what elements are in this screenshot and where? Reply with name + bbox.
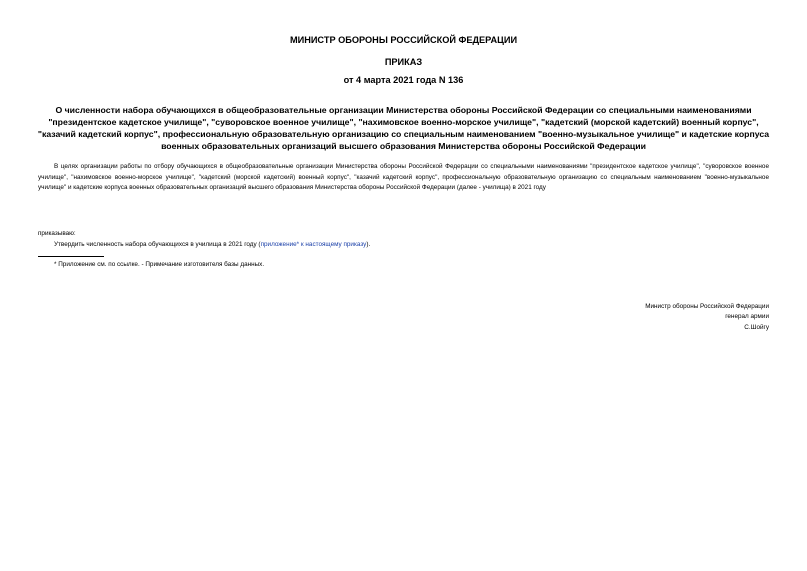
document-type: ПРИКАЗ bbox=[384, 57, 423, 67]
order-text-before: Утвердить численность набора обучающихся в училища в 2021 году ( bbox=[54, 241, 261, 248]
order-paragraph bbox=[38, 240, 769, 251]
signatory-name: С.Шойгу bbox=[744, 323, 769, 331]
document-date-number: от 4 марта 2021 года N 136 bbox=[343, 75, 464, 85]
order-word: приказываю: bbox=[38, 230, 76, 237]
signatory-rank: генерал армии bbox=[725, 313, 769, 321]
appendix-link[interactable]: приложение* к настоящему приказу bbox=[260, 241, 367, 248]
ministry-heading: МИНИСТР ОБОРОНЫ РОССИЙСКОЙ ФЕДЕРАЦИИ bbox=[289, 35, 518, 45]
footnote-divider bbox=[38, 256, 104, 257]
signature-block bbox=[645, 302, 769, 333]
document-subject: О численности набора обучающихся в общеобразовательные организации Министерства обороны Российской Федерации со специальными наименованиями "президентское кадетское училище", "суворовское военное училище", "нахимовское военно-морское училище", "кадетский (морской кадетский) военный корпус", "казачий кадетский корпус", профессиональную образовательную организацию со специальным наименованием "военно-музыкальное училище" и кадетские корпуса военных образовательных организаций высшего образования Министерства обороны Российской Федерации bbox=[37, 105, 770, 151]
signatory-position: Министр обороны Российской Федерации bbox=[645, 303, 769, 310]
footnote: * Приложение см. по ссылке. - Примечание изготовителя базы данных. bbox=[54, 261, 265, 268]
order-text-after: ). bbox=[366, 241, 371, 248]
intro-paragraph: В целях организации работы по отбору обучающихся в общеобразовательные организации Министерства обороны Российской Федерации со специальными наименованиями "президентское кадетское училище", "суворовское военное училище", "нахимовское военно-морское училище", "кадетский (морской кадетский) военный корпус", "казачий кадетский корпус", профессиональную образовательную организацию со специальным наименованием "военно-музыкальное училище" и кадетские корпуса военных образовательных организаций высшего образования Министерства обороны Российской Федерации (далее - училища) в 2021 году bbox=[38, 163, 769, 192]
